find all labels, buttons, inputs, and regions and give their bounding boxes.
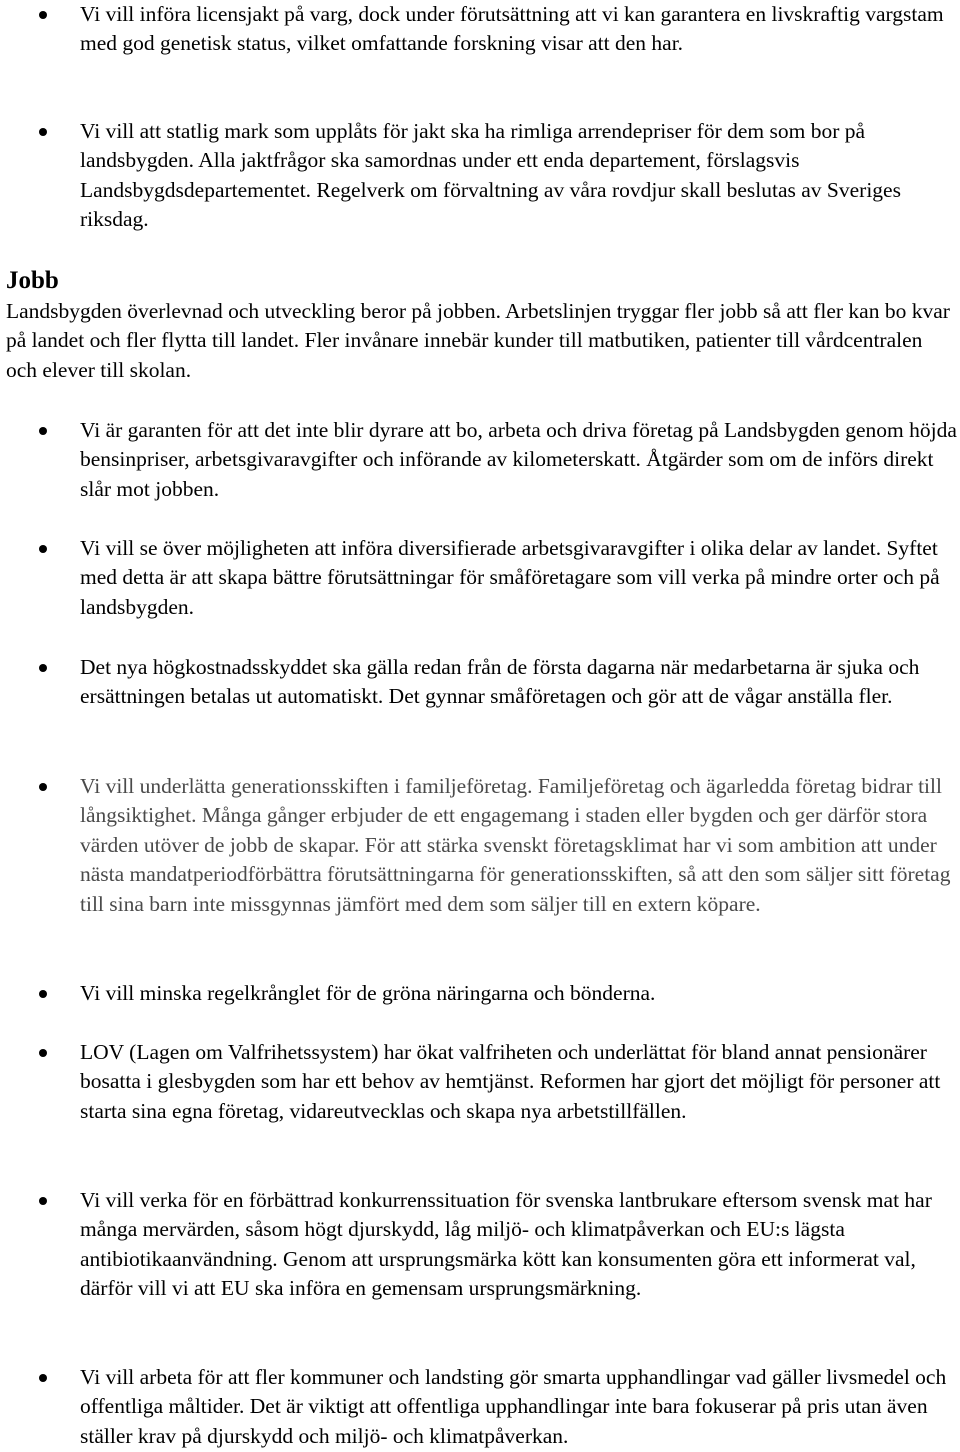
list-item-text: Det nya högkostnadsskyddet ska gälla redan från de första dagarna när medarbetarna är sjuka och ersättningen betalas ut automatiskt. Det gynnar småföretagen och gör att de vågar anställa fler.	[80, 655, 920, 709]
bullet-dot-icon	[39, 1374, 47, 1382]
bullet-dot-icon	[39, 11, 47, 19]
bullet-dot-icon	[39, 545, 47, 553]
list-item-text: Vi vill se över möjligheten att införa diversifierade arbetsgivaravgifter i olika delar av landet. Syftet med detta är att skapa bättre förutsättningar för småföretagare som vill verka på mindre orter och på landsbygden.	[80, 536, 940, 619]
list-item	[0, 1363, 960, 1451]
list-item-text: LOV (Lagen om Valfrihetssystem) har ökat valfriheten och underlättat för bland annat pensionärer bosatta i glesbygden som har ett behov av hemtjänst. Reformen har gjort det möjligt för personer att starta sina egna företag, vidareutvecklas och skapa nya arbetstillfällen.	[80, 1040, 941, 1123]
list-item	[0, 0, 960, 59]
bullet-dot-icon	[39, 1049, 47, 1057]
list-item	[0, 117, 960, 235]
list-item	[0, 653, 960, 712]
list-item-text: Vi vill verka för en förbättrad konkurrenssituation för svenska lantbrukare eftersom svensk mat har många mervärden, såsom högt djurskydd, låg miljö- och klimatpåverkan och EU:s lägsta antibiotikaanvändning. Genom att ursprungsmärka kött kan konsumenten göra ett informerat val, därför vill vi att EU ska införa en gemensam ursprungsmärkning.	[80, 1188, 932, 1301]
bullet-dot-icon	[39, 664, 47, 672]
bullet-dot-icon	[39, 1197, 47, 1205]
bullet-dot-icon	[39, 990, 47, 998]
list-item	[0, 772, 960, 919]
list-item-text: Vi vill arbeta för att fler kommuner och landsting gör smarta upphandlingar vad gäller livsmedel och offentliga måltider. Det är viktigt att offentliga upphandlingar inte bara fokuserar på pris utan även ställer krav på djurskydd och miljö- och klimatpåverkan.	[80, 1365, 947, 1448]
bullet-dot-icon	[39, 783, 47, 791]
list-item-text: Vi är garanten för att det inte blir dyrare att bo, arbeta och driva företag på Landsbygden genom höjda bensinpriser, arbetsgivaravgifter och införande av kilometerskatt. Åtgärder som om de införs direkt slår mot jobben.	[80, 418, 957, 501]
bullet-dot-icon	[39, 427, 47, 435]
list-item-text: Vi vill införa licensjakt på varg, dock under förutsättning att vi kan garantera en livskraftig vargstam med god genetisk status, vilket omfattande forskning visar att den har.	[80, 2, 944, 56]
bullet-dot-icon	[39, 128, 47, 136]
list-item	[0, 534, 960, 622]
list-item-text: Vi vill minska regelkrånglet för de gröna näringarna och bönderna.	[80, 981, 656, 1005]
section-intro: Landsbygden överlevnad och utveckling beror på jobben. Arbetslinjen tryggar fler jobb så att fler kan bo kvar på landet och fler flytta till landet. Fler invånare innebär kunder till matbutiken, patienter till vårdcentralen och elever till skolan.	[6, 299, 950, 382]
list-item	[0, 979, 960, 1008]
list-item	[0, 1186, 960, 1304]
section-heading: Jobb	[6, 267, 59, 294]
list-item-text: Vi vill underlätta generationsskiften i familjeföretag. Familjeföretag och ägarledda företag bidrar till långsiktighet. Många gånger erbjuder de ett engagemang i staden eller bygden och ger därför stora värden utöver de jobb de skapar. För att stärka svenskt företagsklimat har vi som ambition att under nästa mandatperiodförbättra förutsättningarna för generationsskiften, så att den som säljer sitt företag till sina barn inte missgynnas jämfört med dem som säljer till en extern köpare.	[80, 774, 951, 916]
list-item	[0, 416, 960, 504]
list-item-text: Vi vill att statlig mark som upplåts för jakt ska ha rimliga arrendepriser för dem som bor på landsbygden. Alla jaktfrågor ska samordnas under ett enda departement, förslagsvis Landsbygdsdepartementet. Regelverk om förvaltning av våra rovdjur skall beslutas av Sveriges riksdag.	[80, 119, 901, 232]
list-item	[0, 1038, 960, 1126]
